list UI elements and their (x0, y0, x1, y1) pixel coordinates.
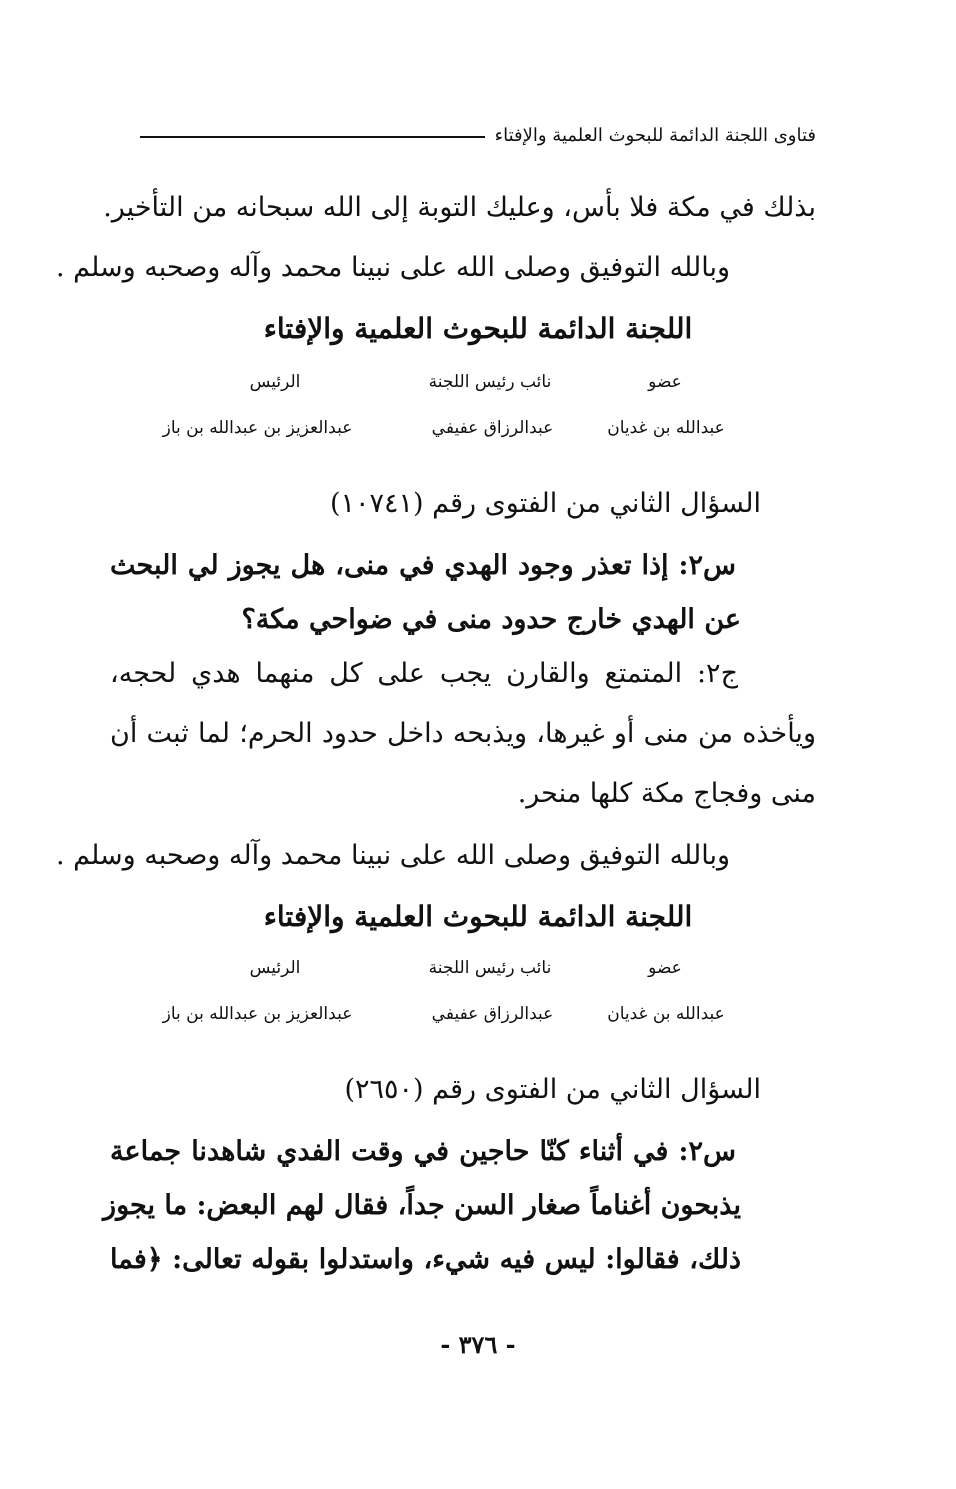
role-member: عضو (648, 372, 682, 392)
question-line: س٢: في أثناء كنّا حاجين في وقت الفدي شاهدنا جماعة (110, 1136, 736, 1167)
page-number: - ٣٧٦ - (440, 1330, 516, 1359)
signature-roles (0, 958, 956, 988)
question-line: س٢: إذا تعذر وجود الهدي في منى، هل يجوز لي البحث (110, 550, 736, 581)
committee-title: اللجنة الدائمة للبحوث العلمية والإفتاء (263, 900, 693, 933)
header-rule (140, 136, 485, 138)
answer-line: ج٢: المتمتع والقارن يجب على كل منهما هدي لحجه، (110, 658, 738, 689)
answer-line: ويأخذه من منى أو غيرها، ويذبحه داخل حدود الحرم؛ لما ثبت أن (110, 718, 816, 749)
name-vice-president: عبدالرزاق عفيفي (431, 418, 554, 438)
question-line: ذلك، فقالوا: ليس فيه شيء، واستدلوا بقوله تعالى: ﴿فما (110, 1244, 741, 1275)
closing-line: وبالله التوفيق وصلى الله على نبينا محمد وآله وصحبه وسلم . (55, 252, 730, 283)
name-president: عبدالعزيز بن عبدالله بن باز (162, 1004, 353, 1024)
running-header (140, 118, 816, 152)
role-president: الرئيس (249, 372, 301, 392)
role-vice-president: نائب رئيس اللجنة (428, 372, 552, 392)
paragraph-line: بذلك في مكة فلا بأس، وعليك التوبة إلى الله سبحانه من التأخير. (103, 192, 816, 223)
role-president: الرئيس (249, 958, 301, 978)
question-line: يذبحون أغناماً صغار السن جداً، فقال لهم البعض: ما يجوز (103, 1190, 741, 1221)
committee-title: اللجنة الدائمة للبحوث العلمية والإفتاء (263, 312, 693, 345)
role-vice-president: نائب رئيس اللجنة (428, 958, 552, 978)
name-member: عبدالله بن غديان (607, 1004, 725, 1024)
question-line: عن الهدي خارج حدود منى في ضواحي مكة؟ (241, 604, 741, 635)
running-title: فتاوى اللجنة الدائمة للبحوث العلمية والإفتاء (494, 124, 816, 146)
closing-line: وبالله التوفيق وصلى الله على نبينا محمد وآله وصحبه وسلم . (55, 840, 730, 871)
signature-roles (0, 372, 956, 402)
name-president: عبدالعزيز بن عبدالله بن باز (162, 418, 353, 438)
name-member: عبدالله بن غديان (607, 418, 725, 438)
role-member: عضو (648, 958, 682, 978)
signature-names (0, 418, 956, 448)
fatwa-heading: السؤال الثاني من الفتوى رقم (٢٦٥٠) (344, 1074, 761, 1105)
signature-names (0, 1004, 956, 1034)
answer-line: منى وفجاج مكة كلها منحر. (517, 778, 816, 809)
fatwa-heading: السؤال الثاني من الفتوى رقم (١٠٧٤١) (329, 488, 761, 519)
name-vice-president: عبدالرزاق عفيفي (431, 1004, 554, 1024)
